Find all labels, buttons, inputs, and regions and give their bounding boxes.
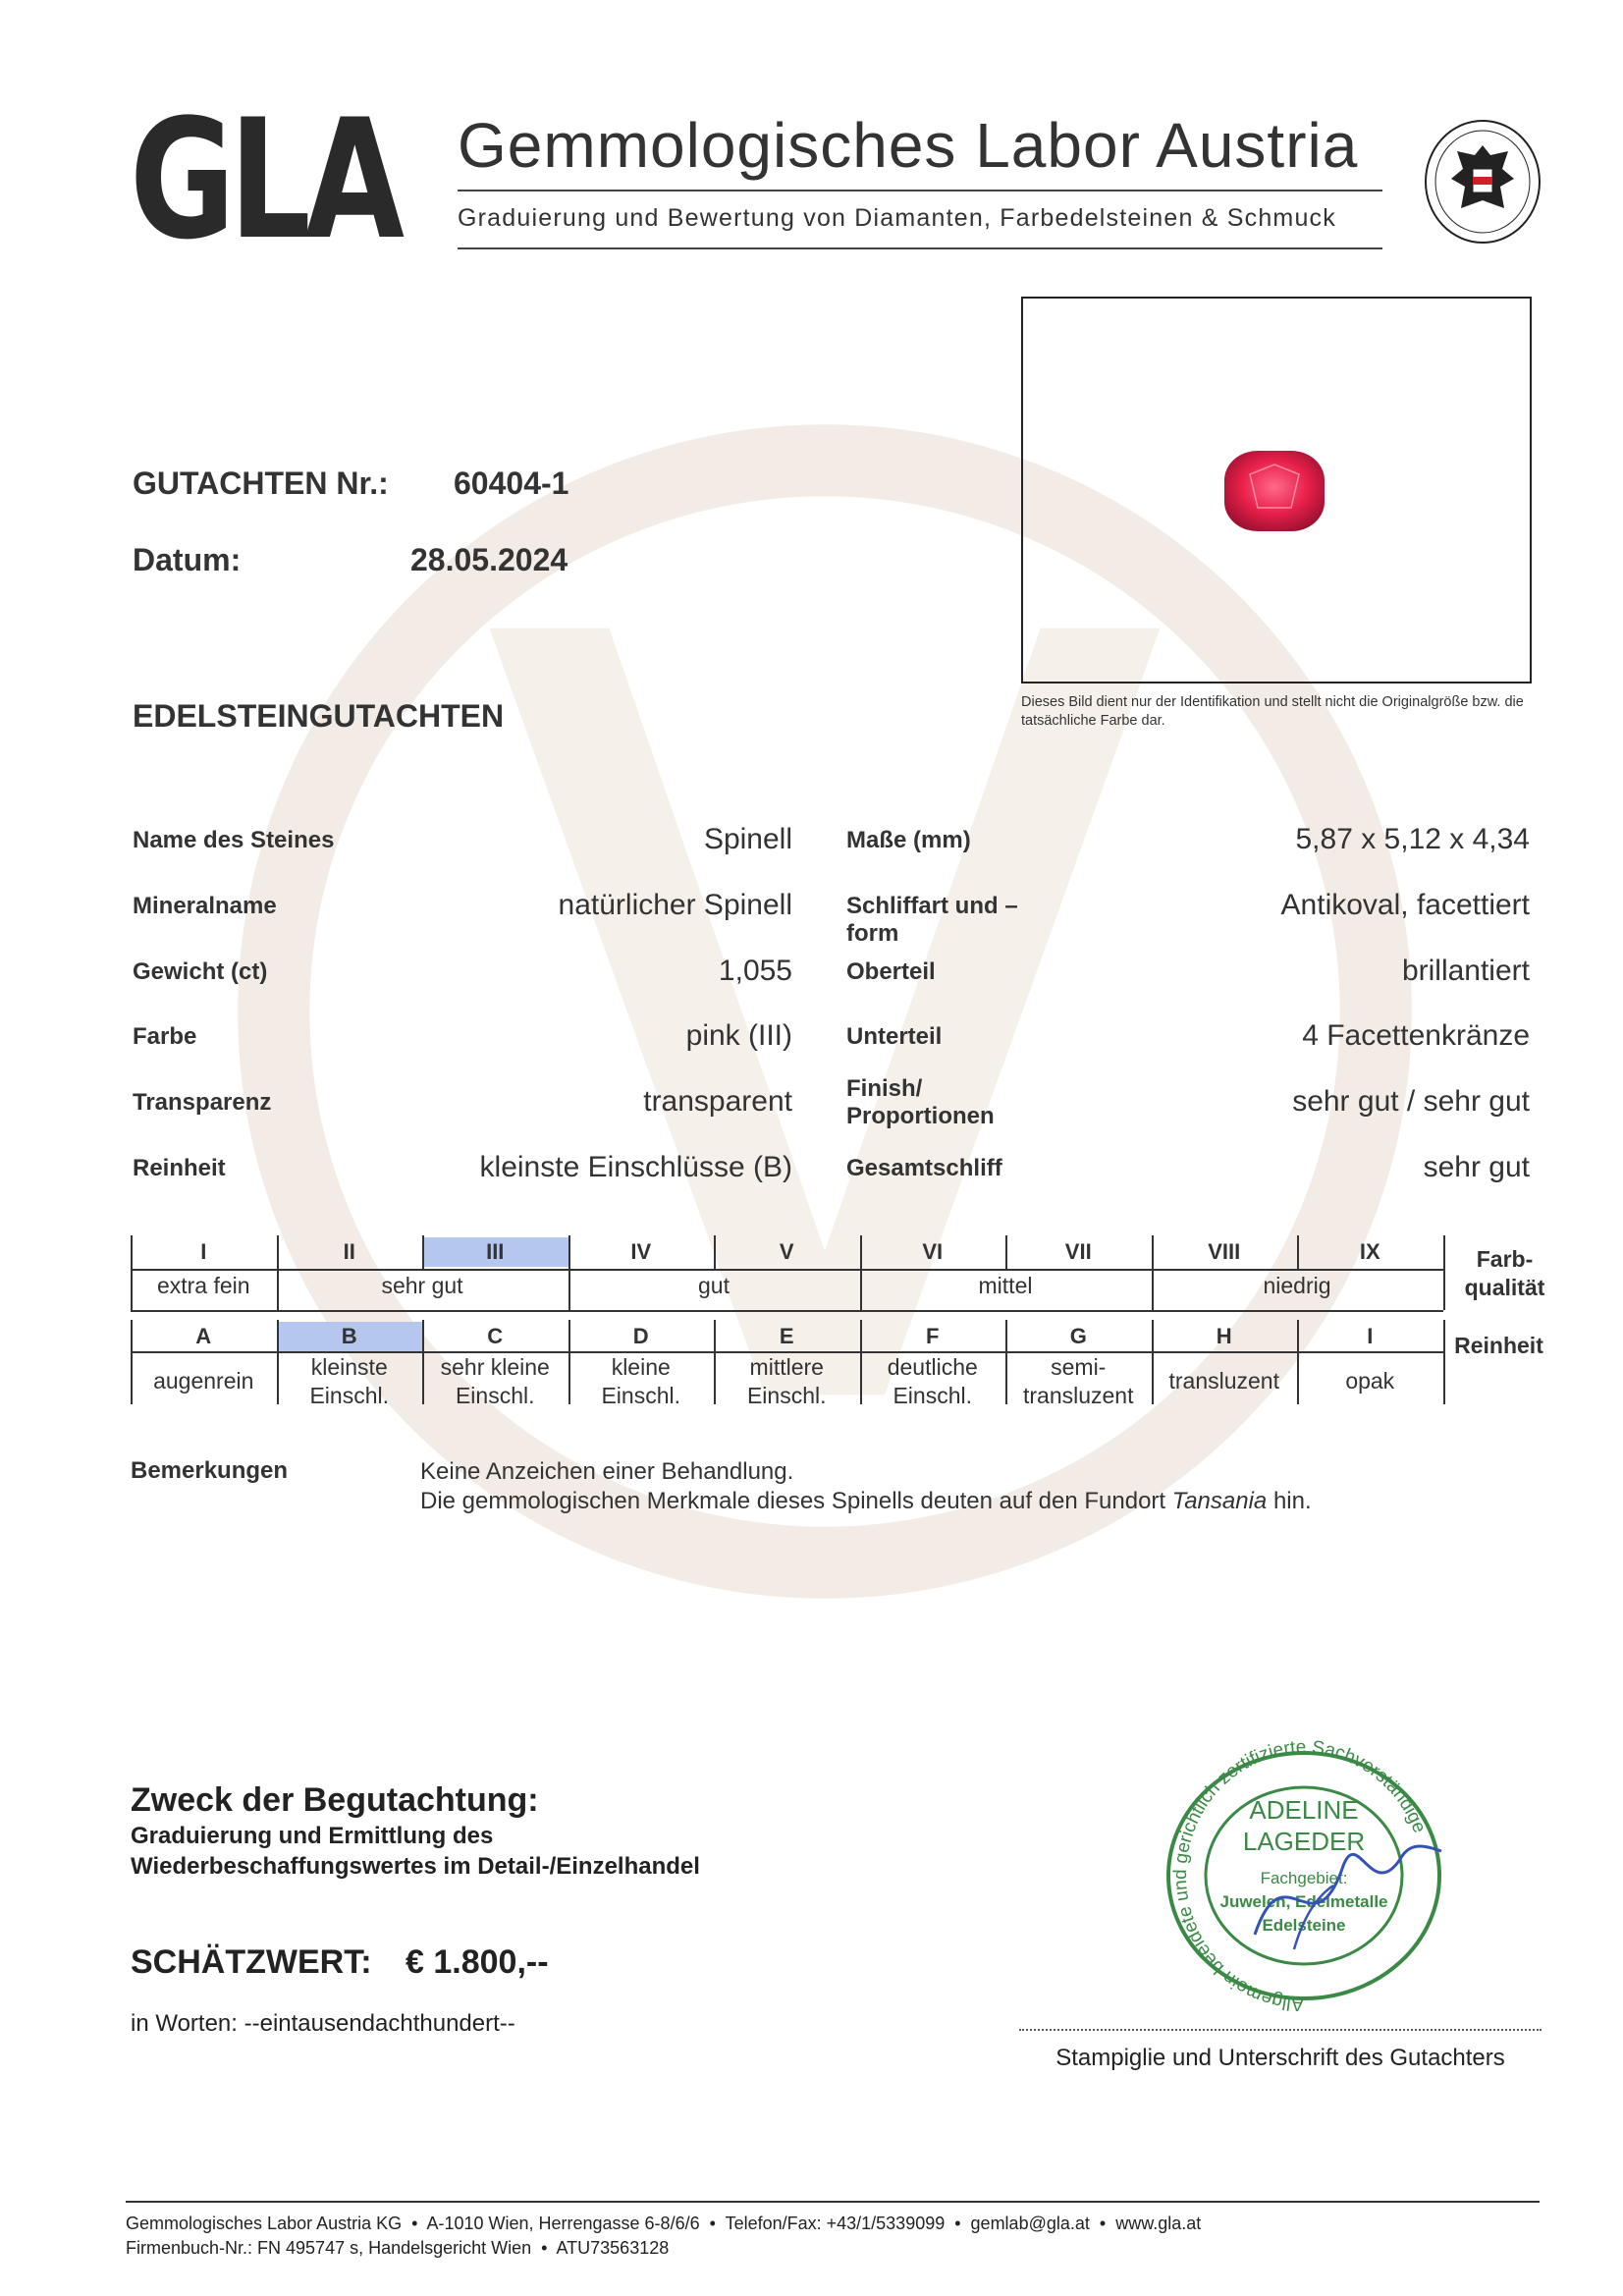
detail-label: Oberteil — [846, 958, 936, 985]
header-rule — [458, 190, 1382, 191]
color-grade: VII — [1064, 1239, 1092, 1264]
color-group-label: sehr gut — [381, 1273, 463, 1298]
detail-label: Gewicht (ct) — [133, 958, 268, 985]
detail-label: Unterteil — [846, 1023, 943, 1050]
clarity-grade: D — [632, 1324, 649, 1348]
grid-line — [1297, 1320, 1299, 1404]
color-grade: VI — [922, 1239, 944, 1264]
detail-value: sehr gut — [1423, 1151, 1530, 1183]
clarity-grade: E — [779, 1324, 794, 1348]
grid-line — [1005, 1235, 1007, 1269]
clarity-label: Reinheit — [1454, 1333, 1543, 1358]
grid-line — [131, 1320, 133, 1404]
expert-stamp — [1147, 1728, 1461, 2013]
grid-line — [277, 1269, 279, 1310]
detail-label: Reinheit — [133, 1155, 226, 1181]
footer-rule — [126, 2201, 1540, 2203]
clarity-description: kleinste Einschl. — [309, 1354, 390, 1408]
grid-line — [568, 1320, 570, 1404]
color-group-label: niedrig — [1263, 1273, 1331, 1298]
footer-line-2: Firmenbuch-Nr.: FN 495747 s, Handelsgericht Wien • ATU73563128 — [126, 2238, 670, 2258]
gla-logo: GLA — [130, 83, 399, 276]
grid-line — [714, 1320, 716, 1404]
detail-value: natürlicher Spinell — [558, 889, 792, 921]
color-group-label: gut — [698, 1273, 730, 1298]
grid-line — [568, 1269, 570, 1310]
grid-line — [131, 1235, 133, 1269]
lab-subtitle: Graduierung und Bewertung von Diamanten, Farbedelsteinen & Schmuck — [458, 204, 1336, 232]
origin-country: Tansania — [1171, 1488, 1268, 1514]
stamp-name-1: ADELINE — [1249, 1795, 1359, 1825]
certificate-number: 60404-1 — [454, 465, 569, 501]
detail-value: sehr gut / sehr gut — [1292, 1085, 1530, 1118]
austrian-state-seal-icon — [1422, 118, 1543, 246]
remarks-text: Die gemmologischen Merkmale dieses Spinells deuten auf den Fundort — [420, 1488, 1172, 1514]
valuation-amount: € 1.800,-- — [406, 1943, 549, 1981]
detail-value: kleinste Einschlüsse (B) — [479, 1151, 792, 1183]
remarks-line-1: Keine Anzeichen einer Behandlung. — [420, 1458, 794, 1485]
clarity-description: opak — [1345, 1368, 1395, 1394]
clarity-description: sehr kleine Einschl. — [440, 1354, 550, 1408]
clarity-grade: F — [926, 1324, 940, 1348]
grid-line — [422, 1320, 424, 1404]
grid-line — [714, 1235, 716, 1269]
clarity-grade: B — [277, 1322, 423, 1351]
detail-value: Spinell — [703, 823, 792, 855]
detail-label: Farbe — [133, 1023, 197, 1050]
color-grade: VIII — [1208, 1239, 1241, 1264]
color-quality-label: Farb-qualität — [1464, 1246, 1545, 1300]
remarks-label: Bemerkungen — [131, 1457, 289, 1484]
color-group-label: mittel — [978, 1273, 1033, 1298]
color-grade: IX — [1359, 1239, 1380, 1264]
clarity-description: deutliche Einschl. — [887, 1354, 978, 1408]
clarity-grade: H — [1216, 1324, 1232, 1348]
grid-line — [131, 1269, 1443, 1271]
gemstone-image — [1220, 447, 1328, 535]
stamp-name-2: LAGEDER — [1242, 1827, 1366, 1856]
grid-line — [277, 1320, 279, 1404]
clarity-description: kleine Einschl. — [601, 1354, 681, 1408]
detail-label: Gesamtschliff — [846, 1155, 1002, 1181]
grid-line — [1443, 1235, 1445, 1269]
grid-line — [1297, 1235, 1299, 1269]
color-grade: V — [779, 1239, 794, 1264]
detail-label: Maße (mm) — [846, 827, 971, 853]
grid-line — [1443, 1320, 1445, 1404]
detail-value: transparent — [643, 1085, 792, 1118]
color-grade: II — [343, 1239, 355, 1264]
date-label: Datum: — [133, 542, 242, 577]
grid-line — [860, 1235, 862, 1269]
lab-name: Gemmologisches Labor Austria — [458, 110, 1359, 181]
grid-line — [1443, 1269, 1445, 1310]
clarity-description: augenrein — [153, 1368, 254, 1394]
clarity-grade: C — [487, 1324, 504, 1348]
remarks-line-2 — [420, 1487, 1312, 1516]
grading-scale — [131, 1235, 1545, 1408]
detail-label: Schliffart und –form — [846, 893, 1018, 947]
clarity-description: transluzent — [1168, 1368, 1279, 1394]
detail-value: 5,87 x 5,12 x 4,34 — [1295, 823, 1530, 855]
grid-line — [131, 1269, 133, 1310]
detail-value: 1,055 — [718, 955, 792, 987]
clarity-description: semi-transluzent — [1022, 1354, 1134, 1408]
valuation-in-words: in Worten: --eintausendachthundert-- — [131, 2010, 515, 2037]
grid-line — [1152, 1320, 1154, 1404]
color-grade: III — [422, 1237, 568, 1267]
detail-label: Finish/ Proportionen — [846, 1075, 995, 1129]
document-type: EDELSTEINGUTACHTEN — [133, 698, 505, 734]
remarks-text-end: hin. — [1267, 1488, 1312, 1514]
stamp-ring-text: Allgemein beeidete und gerichtlich zertifizierte Sachverständige — [1170, 1736, 1430, 2013]
clarity-grade: I — [1367, 1324, 1374, 1348]
color-group-label: extra fein — [156, 1273, 250, 1298]
purpose-title: Zweck der Begutachtung: — [131, 1781, 539, 1819]
grid-line — [1152, 1269, 1154, 1310]
grid-line — [131, 1351, 1443, 1353]
detail-label: Name des Steines — [133, 827, 335, 853]
color-grade: IV — [630, 1239, 652, 1264]
stamp-field-3: Edelsteine — [1262, 1916, 1346, 1935]
stamp-field-2: Juwelen, Edelmetalle — [1219, 1892, 1388, 1911]
certificate-number-label: GUTACHTEN Nr.: — [133, 465, 389, 501]
date-value: 28.05.2024 — [410, 542, 568, 577]
detail-value: 4 Facettenkränze — [1302, 1019, 1530, 1052]
purpose-line-1: Graduierung und Ermittlung des — [131, 1823, 494, 1849]
signature-line — [1019, 2029, 1542, 2031]
stamp-field-1: Fachgebiet: — [1260, 1869, 1348, 1887]
header-rule — [458, 247, 1382, 249]
footer — [126, 2212, 1201, 2261]
grid-line — [1005, 1320, 1007, 1404]
photo-caption: Dieses Bild dient nur der Identifikation und stellt nicht die Originalgröße bzw. die tatsächliche Farbe dar. — [1021, 694, 1524, 729]
grid-line — [1152, 1235, 1154, 1269]
grid-line — [277, 1235, 279, 1269]
detail-value: Antikoval, facettiert — [1280, 889, 1530, 921]
detail-value: pink (III) — [685, 1019, 792, 1052]
valuation-label: SCHÄTZWERT: — [131, 1943, 372, 1981]
detail-label: Transparenz — [133, 1089, 272, 1116]
clarity-grade: G — [1069, 1324, 1087, 1348]
clarity-description: mittlere Einschl. — [746, 1354, 827, 1408]
grid-line — [860, 1269, 862, 1310]
grid-line — [568, 1235, 570, 1269]
footer-line-1: Gemmologisches Labor Austria KG • A-1010 Wien, Herrengasse 6-8/6/6 • Telefon/Fax: +43/1/5339099 • gemlab@gla.at • www.gla.at — [126, 2214, 1202, 2233]
color-grade: I — [200, 1239, 207, 1264]
signature-caption: Stampiglie und Unterschrift des Gutachters — [1055, 2045, 1505, 2071]
grid-line — [131, 1310, 1443, 1312]
grid-line — [422, 1235, 424, 1269]
detail-value: brillantiert — [1401, 955, 1530, 987]
grid-line — [860, 1320, 862, 1404]
clarity-grade: A — [195, 1324, 212, 1348]
detail-label: Mineralname — [133, 893, 277, 919]
purpose-line-2: Wiederbeschaffungswertes im Detail-/Einzelhandel — [131, 1853, 700, 1880]
